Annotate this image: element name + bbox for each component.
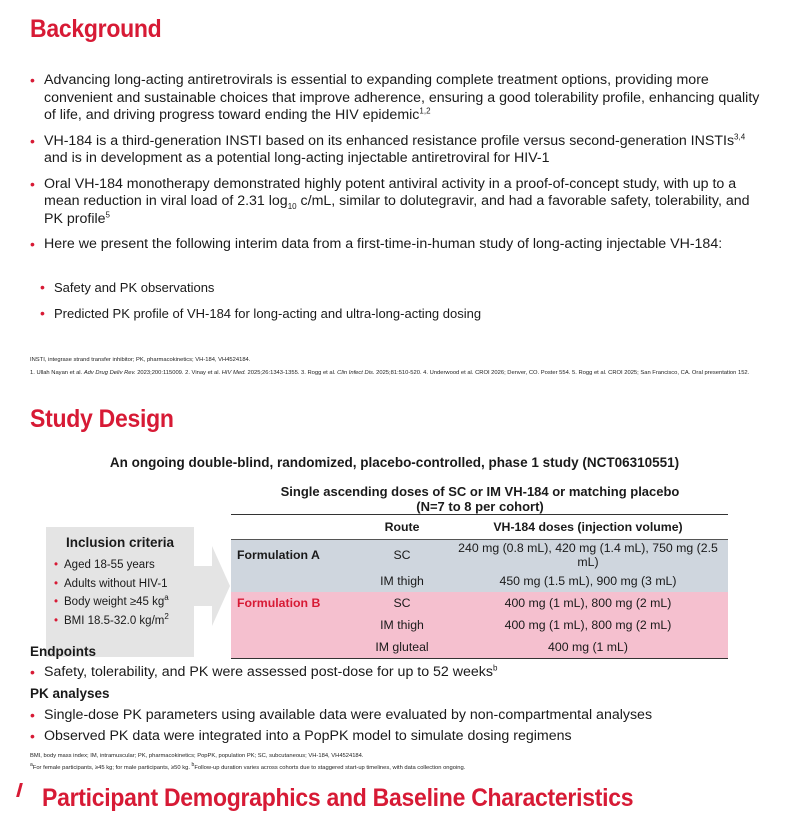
background-abbreviations: INSTI, integrase strand transfer inhibitor; PK, pharmacokinetics; VH-184, VH4524184. xyxy=(30,357,251,363)
bullet-dot-icon: • xyxy=(54,559,59,571)
dose-cell: 240 mg (0.8 mL), 420 mg (1.4 mL), 750 mg (2.5 mL) xyxy=(458,541,718,569)
table-row xyxy=(231,614,728,636)
study-design-title: Study Design xyxy=(30,405,174,433)
demographics-title: Participant Demographics and Baseline Characteristics xyxy=(42,784,634,812)
column-header xyxy=(231,515,356,540)
dose-cell: 400 mg (1 mL), 800 mg (2 mL) xyxy=(504,596,672,610)
bullet-dot-icon: • xyxy=(54,614,59,627)
formulation-label xyxy=(231,570,356,592)
table-row xyxy=(231,540,728,571)
endpoints-list xyxy=(30,664,770,682)
sub-bullet: • Safety and PK observations xyxy=(40,279,215,295)
route-cell: IM thigh xyxy=(380,618,424,632)
bullet: • Observed PK data were integrated into a PopPK model to simulate dosing regimens xyxy=(30,727,572,744)
route-cell: IM gluteal xyxy=(375,640,429,654)
bullet: • VH-184 is a third-generation INSTI based on its enhanced resistance profile versus second-generation INSTIs$^{3,4}$ and is in development as a potential long-acting injectable antiretroviral for HIV-1 xyxy=(30,131,746,166)
route-cell: SC xyxy=(393,596,411,610)
bullet-dot-icon: • xyxy=(30,236,35,252)
study-design-abbreviations: BMI, body mass index; IM, intramuscular; PK, pharmacokinetics; PopPK, population PK; SC, subcutaneous; VH-184, VH4524184. xyxy=(30,753,364,759)
inclusion-criteria-list xyxy=(46,556,194,630)
bullet: • Oral VH-184 monotherapy demonstrated highly potent antiviral activity in a proof-of-concept study, with up to a mean reduction in viral load of 2.31 $\log_{10} c/mL$, similar to dolutegravir, and had a favorable safety, tolerability, and PK profile$^5$ xyxy=(30,175,750,227)
list-item: • BMI 18.5-32.0 $kg/m^2$ xyxy=(54,612,194,631)
formulation-label: Formulation A xyxy=(237,548,320,562)
list-item: • Body weight ≥45 $kg^a$ xyxy=(54,593,194,612)
column-header: VH-184 doses (injection volume) xyxy=(448,515,728,540)
dose-cell: 450 mg (1.5 mL), 900 mg (3 mL) xyxy=(499,574,677,588)
route-cell: SC xyxy=(393,548,411,562)
study-design-subtitle: An ongoing double-blind, randomized, placebo-controlled, phase 1 study (NCT06310551) xyxy=(109,455,680,470)
table-row xyxy=(231,592,728,614)
pk-analyses-list xyxy=(30,707,770,745)
background-references: 1. Ullah Nayan et al. Adv Drug Deliv Rev. 2023;200:115009. 2. Vinay et al. HIV Med. 2025;26:1343-1355. 3. Rogg et al. Clin Infect Dis. 2025;81:510-520. 4. Underwood et al. CROI 2026; Denver, CO. Poster 554. 5. Rogg et al. CROI 2025; San Francisco, CA. Oral presentation 152. xyxy=(30,370,750,376)
bullet-dot-icon: • xyxy=(54,577,59,590)
formulation-label xyxy=(231,614,356,636)
bullet: • Safety, tolerability, and PK were assessed post-dose for up to 52 weeks$^b$ xyxy=(30,663,498,680)
bullet: • Advancing long-acting antiretrovirals is essential to expanding complete treatment options, providing more convenient and sustainable choices that improve adherence, ensuring a good tolerability profile, enhancing quality of life, and driving progress toward ending the HIV epidemic$^{1,2}$ xyxy=(30,72,760,123)
formulation-label xyxy=(231,636,356,659)
bullet-dot-icon: • xyxy=(30,72,35,88)
route-cell: IM thigh xyxy=(380,574,424,588)
bullet: • Single-dose PK parameters using available data were evaluated by non-compartmental analyses xyxy=(30,707,653,723)
bullet-dot-icon: • xyxy=(30,175,35,192)
bullet-dot-icon: • xyxy=(30,664,35,680)
inclusion-criteria-box xyxy=(46,527,194,657)
table-row xyxy=(231,570,728,592)
background-sub-bullets xyxy=(30,279,770,322)
list-item: • Aged 18-55 years xyxy=(54,556,194,575)
bullet-dot-icon: • xyxy=(30,132,35,149)
study-design-footnotes: $^a$For female participants, ≥45 kg; for male participants, ≥50 kg. $^b$Follow-up duration varies across cohorts due to staggered start-up timelines, with data collection ongoing. xyxy=(30,762,466,771)
pk-analyses-heading: PK analyses xyxy=(30,686,110,701)
sub-bullet: • Predicted PK profile of VH-184 for long-acting and ultra-long-acting dosing xyxy=(40,304,482,321)
bullet-dot-icon: • xyxy=(40,304,45,321)
dose-table xyxy=(231,514,728,659)
bullet: • Here we present the following interim data from a first-time-in-human study of long-acting injectable VH-184: xyxy=(30,236,723,252)
table-header-row xyxy=(231,515,728,540)
background-title: Background xyxy=(30,15,162,43)
endpoints-heading: Endpoints xyxy=(30,644,96,659)
bullet-dot-icon: • xyxy=(40,279,45,295)
dose-cell: 400 mg (1 mL), 800 mg (2 mL) xyxy=(504,618,672,632)
arrow-right-icon xyxy=(194,546,230,626)
list-item: • Adults without HIV-1 xyxy=(54,575,194,594)
bullet-dot-icon: • xyxy=(30,707,35,723)
formulation-label: Formulation B xyxy=(237,596,321,610)
inclusion-criteria-title: Inclusion criteria xyxy=(65,535,175,550)
column-header: Route xyxy=(356,515,448,540)
bullet-dot-icon: • xyxy=(30,727,35,744)
table-row xyxy=(231,636,728,659)
dose-cell: 400 mg (1 mL) xyxy=(548,640,628,654)
table-title: Single ascending doses of SC or IM VH-184 or matching placebo (N=7 to 8 per cohort) xyxy=(280,484,680,514)
background-bullets xyxy=(30,72,770,258)
bullet-dot-icon: • xyxy=(54,596,59,608)
decorative-tick xyxy=(16,783,23,797)
